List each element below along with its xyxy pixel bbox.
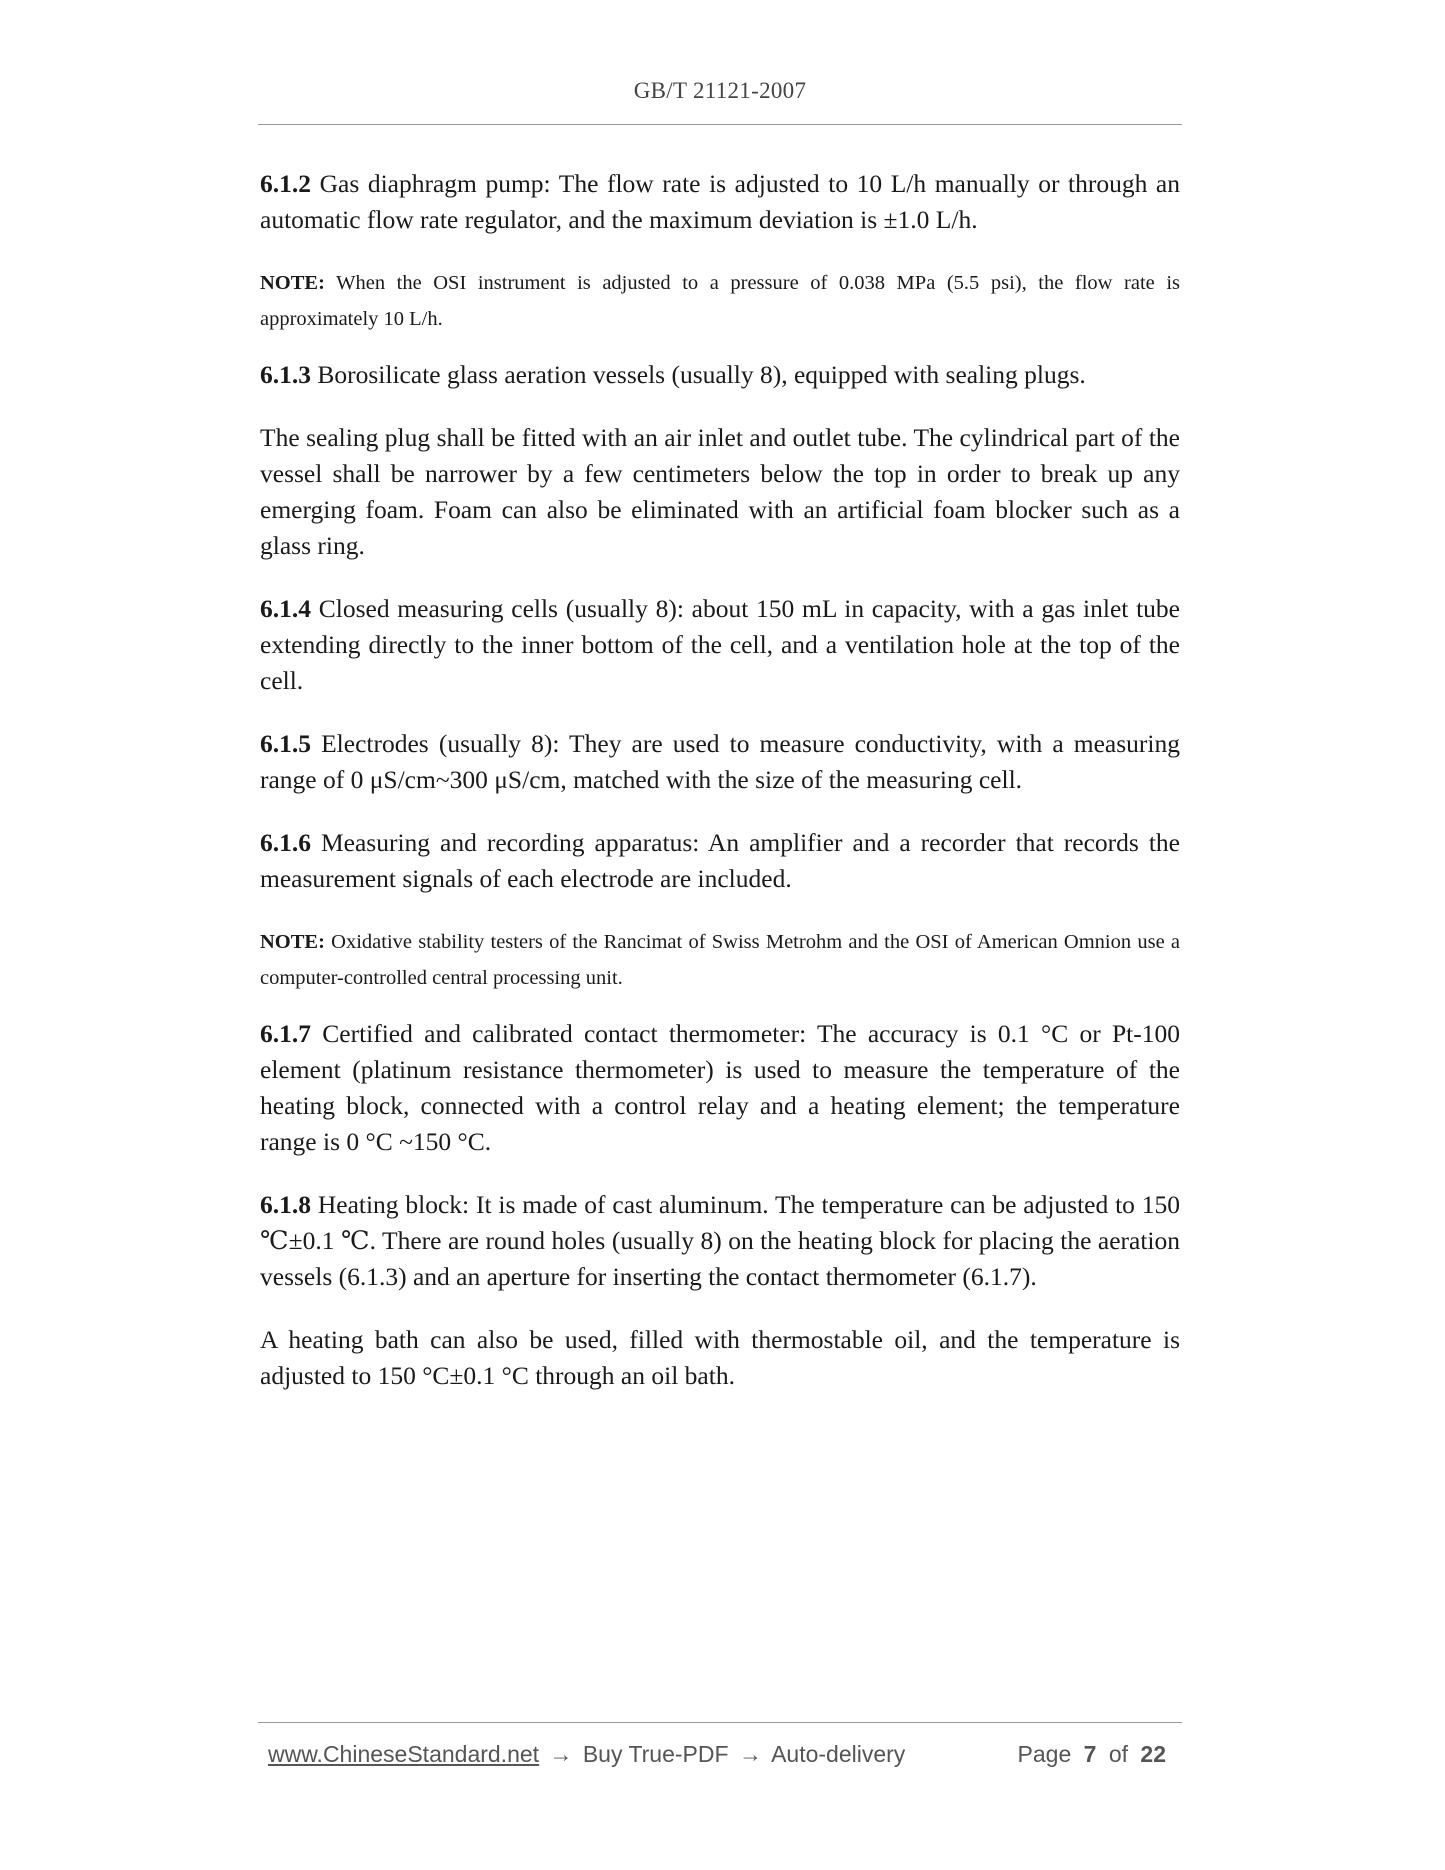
page-label: Page (1017, 1741, 1072, 1767)
section-number: 6.1.6 (260, 828, 311, 857)
page-current: 7 (1083, 1741, 1097, 1767)
section-number: 6.1.5 (260, 729, 311, 758)
header-divider (258, 124, 1182, 125)
section-6-1-5 (260, 726, 1180, 798)
section-number: 6.1.4 (260, 594, 311, 623)
section-text: Borosilicate glass aeration vessels (usually 8), equipped with sealing plugs. (311, 360, 1086, 389)
chinesestandard-link[interactable]: www.ChineseStandard.net (268, 1741, 540, 1767)
section-number: 6.1.7 (260, 1019, 311, 1048)
section-6-1-8 (260, 1187, 1180, 1295)
note-osi-pressure (260, 265, 1180, 337)
section-6-1-2 (260, 166, 1180, 238)
footer-promo (268, 1741, 905, 1768)
page-indicator (1018, 1741, 1172, 1768)
note-oxidative-testers (260, 924, 1180, 996)
note-text: Oxidative stability testers of the Rancimat of Swiss Metrohm and the OSI of American Omnion use a computer-controlled central processing unit. (260, 931, 1180, 989)
section-number: 6.1.8 (260, 1190, 311, 1219)
note-text: When the OSI instrument is adjusted to a pressure of 0.038 MPa (5.5 psi), the flow rate is approximately 10 L/h. (260, 272, 1180, 330)
section-text: Gas diaphragm pump: The flow rate is adjusted to 10 L/h manually or through an automatic flow rate regulator, and the maximum deviation is ±1.0 L/h. (260, 169, 1180, 234)
section-text: Heating block: It is made of cast aluminum. The temperature can be adjusted to 150 ℃±0.1 ℃. There are round holes (usually 8) on the heating block for placing the aeration vessels (6.1.3) and an aperture for inserting the contact thermometer (6.1.7). (260, 1190, 1180, 1291)
page-of-label: of (1108, 1741, 1129, 1767)
section-text: Certified and calibrated contact thermometer: The accuracy is 0.1 °C or Pt-100 element (platinum resistance thermometer) is used to measure the temperature of the heating block, connected with a control relay and a heating element; the temperature range is 0 °C ~150 °C. (260, 1019, 1180, 1156)
section-text: Measuring and recording apparatus: An amplifier and a recorder that records the measurement signals of each electrode are included. (260, 828, 1180, 893)
document-body (260, 166, 1180, 1421)
section-6-1-7 (260, 1016, 1180, 1160)
paragraph-heating-bath (260, 1322, 1180, 1394)
buy-true-pdf-text: Buy True-PDF (582, 1741, 729, 1767)
section-text: Electrodes (usually 8): They are used to measure conductivity, with a measuring range of 0 μS/cm~300 μS/cm, matched with the size of the measuring cell. (260, 729, 1180, 794)
paragraph-sealing-plug (260, 420, 1180, 564)
note-label: NOTE: (260, 272, 325, 294)
section-number: 6.1.3 (260, 360, 311, 389)
page-footer (268, 1741, 1178, 1768)
arrow-right-icon: → (738, 1741, 762, 1767)
footer-divider (258, 1722, 1182, 1723)
arrow-right-icon: → (549, 1741, 573, 1767)
auto-delivery-text: Auto-delivery (771, 1741, 906, 1767)
note-label: NOTE: (260, 931, 325, 953)
page-total: 22 (1140, 1741, 1166, 1767)
section-6-1-6 (260, 825, 1180, 897)
section-6-1-3 (260, 357, 1180, 393)
document-header-title: GB/T 21121-2007 (633, 78, 807, 103)
section-6-1-4 (260, 591, 1180, 699)
section-text: Closed measuring cells (usually 8): about 150 mL in capacity, with a gas inlet tube extending directly to the inner bottom of the cell, and a ventilation hole at the top of the cell. (260, 594, 1180, 695)
paragraph-text: A heating bath can also be used, filled with thermostable oil, and the temperature is adjusted to 150 °C±0.1 °C through an oil bath. (260, 1325, 1180, 1390)
section-number: 6.1.2 (260, 169, 311, 198)
paragraph-text: The sealing plug shall be fitted with an air inlet and outlet tube. The cylindrical part of the vessel shall be narrower by a few centimeters below the top in order to break up any emerging foam. Foam can also be eliminated with an artificial foam blocker such as a glass ring. (260, 423, 1180, 560)
